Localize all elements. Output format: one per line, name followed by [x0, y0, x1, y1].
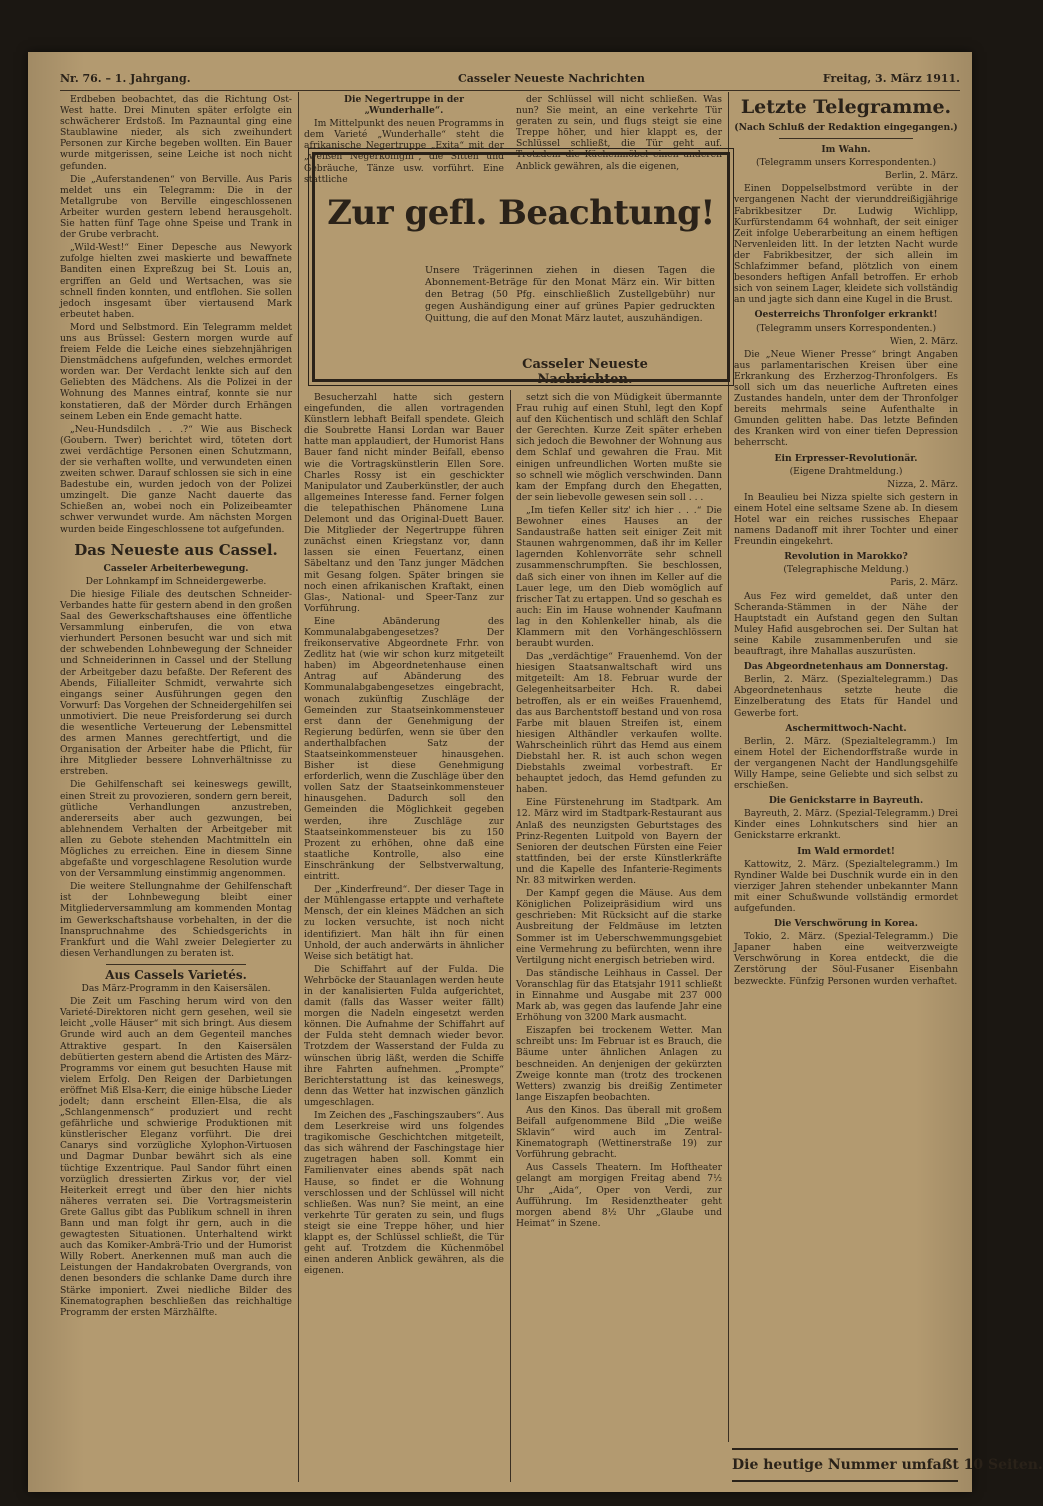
article-text: Im Zeichen des „Faschingszaubers“. Aus dem Leserkreise wird uns folgendes tragikomische Geschichtchen mitgeteilt, das sich während der Faschingstage hier zugetragen haben soll. Kommt ein Familienvater eines abends spät nach Hause, so findet er die Wohnung verschlossen und der Schlüssel will nicht schließen. Was nun? Sie meint, an eine verkehrte Tür geraten zu sein, und flugs steigt sie eine Treppe höher, und hier klappt es, der Schlüssel schließt, die Tür geht auf. Trotzdem die Küchenmöbel einen anderen Anblick gewähren, als die eigenen.	[304, 1110, 504, 1277]
article-text: Besucherzahl hatte sich gestern eingefunden, die allen vortragenden Künstlern lebhaft Beifall spendete. Gleich die Soubrette Hansi Lordan war Bauer hatte man applaudiert, der Humorist Hans Bauer fand nicht minder Beifall, ebenso wie die Vortragskünstlerin Ellen Sore. Charles Rossy ist ein geschickter Manipulator und Zauberkünstler, der auch allgemeines Interesse fand. Ferner folgen die telepathischen Phänomene Luna Delemont und das Original-Duett Bauer. Die Mitglieder der Negertruppe führen zunächst einen Kriegstanz vor, dann lassen sie einen Feuertanz, einen Säbeltanz und den Tanz junger Mädchen mit Gesang folgen. Später bringen sie noch einen afrikanischen Kraftakt, einen Glas-, National- und Speer-Tanz zur Vorführung.	[304, 392, 504, 614]
dateline: Wien, 2. März.	[889, 335, 958, 347]
column-rule	[298, 92, 299, 1482]
dateline: Nizza, 2. März.	[887, 478, 958, 490]
article-text: „Wild-West!“ Einer Depesche aus Newyork zufolge hielten zwei maskierte und bewaffnete Banditen einen Expreßzug bei St. Louis an, ergriffen an Geld und Wertsachen, was sie schnell finden konnten, und entflohen. Sie sollen jedoch insgesamt über viertausend Mark erbeutet haben.	[60, 242, 292, 320]
article-text: Eiszapfen bei trockenem Wetter. Man schreibt uns: Im Februar ist es Brauch, die Bäume unter ähnlichen Anlagen zu beschneiden. An denjenigen der gekürzten Zweige konnte man (trotz des trockenen Wetters) zwanzig bis dreißig Zentimeter lange Eiszapfen beobachten.	[516, 1025, 722, 1103]
article-text: Die „Auferstandenen“ von Berville. Aus Paris meldet uns ein Telegramm: Die in der Metallgrube von Berville eingeschlossenen Arbeiter wurden gestern lebend herausgeholt. Sie hatten fünf Tage ohne Speise und Trank in der Grube verbracht.	[60, 173, 292, 241]
divider	[779, 138, 913, 139]
column-1	[60, 94, 292, 1480]
article-heading: Die Genickstarre in Bayreuth.	[768, 795, 924, 807]
article-text: Eine Abänderung des Kommunalabgabengesetzes? Der freikonservative Abgeordnete Frhr. von Zedlitz hat (wie wir schon kurz mitgeteilt haben) im Abgeordnetenhause einen Antrag auf Abänderung des Kommunalabgabengesetzes eingebracht, wonach zukünftig Zuschläge der Gemeinden zur Staatseinkommensteuer erst dann der Genehmigung der Regierung bedürfen, wenn sie über den anderthalbfachen Satz der Staatseinkommensteuer hinausgehen. Bisher ist diese Genehmigung erforderlich, wenn die Zuschläge über den vollen Satz der Staatseinkommensteuer hinausgehen. Dadurch soll den Gemeinden die Möglichkeit gegeben werden, ihre Zuschläge zur Staatseinkommensteuer bis zu 150 Prozent zu erhöhen, ohne daß eine staatliche Kontrolle, also eine Einschränkung der Selbstverwaltung, eintritt.	[304, 615, 504, 883]
article-text: Mord und Selbstmord. Ein Telegramm meldet uns aus Brüssel: Gestern morgen wurde auf freiem Felde die Leiche eines siebzehnjährigen Dienstmädchens aufgefunden, welches ermordet worden war. Der Verdacht lenkte sich auf den Geliebten des Mädchens. Als die Polizei in der Wohnung des Mannes eintraf, konnte sie nur konstatieren, daß der Mörder durch Erhängen seinem Leben ein Ende gemacht hatte.	[60, 321, 292, 422]
article-text: Aus den Kinos. Das überall mit großem Beifall aufgenommene Bild „Die weiße Sklavin“ wird auch im Zentral-Kinematograph (Wettinerstraße 19) zur Vorführung gebracht.	[516, 1104, 722, 1161]
issue-number: Nr. 76. – 1. Jahrgang.	[60, 72, 191, 85]
section-subheading: (Nach Schluß der Redaktion eingegangen.)	[734, 122, 958, 133]
article-heading: Im Wald ermordet!	[797, 845, 895, 857]
article-text: Tokio, 2. März. (Spezial-Telegramm.) Die Japaner haben eine weitverzweigte Verschwörung in Korea entdeckt, die die Zerstörung der Söul-Fusaner Eisenbahn bezweckte. Fünfzig Personen wurden verhaftet.	[734, 931, 958, 987]
article-source: (Telegramm unsers Korrespondenten.)	[755, 322, 937, 334]
article-source: (Telegraphische Meldung.)	[783, 564, 909, 576]
article-source: (Eigene Drahtmeldung.)	[789, 465, 903, 477]
article-text: Berlin, 2. März. (Spezialtelegramm.) Im einem Hotel der Eichendorffstraße wurde in der vergangenen Nacht der Handlungsgehilfe Willy Hampe, seine Geliebte und sich selbst zu erschießen.	[734, 735, 958, 792]
notice-box	[312, 152, 730, 387]
article-heading: Das Abgeordnetenhaus am Donnerstag.	[743, 661, 949, 673]
article-text: Die weitere Stellungnahme der Gehilfenschaft ist der Lohnbewegung bleibt einer Mitgliederversammlung am kommenden Montag im Gewerkschaftshause vorbehalten, in der die Inanspruchnahme des Schiedsgerichts in Frankfurt und die Wahl zweier Delegierter zu diesen Verhandlungen zu beraten ist.	[60, 881, 292, 959]
column-3	[516, 392, 722, 1480]
article-subheading: Der Lohnkampf im Schneidergewerbe.	[85, 575, 267, 587]
article-text: In Beaulieu bei Nizza spielte sich gestern in einem Hotel eine seltsame Szene ab. In diesem Hotel war ein reiches russisches Ehepaar namens Dadanoff mit ihrer Tochter und einer Freundin eingekehrt.	[734, 491, 958, 548]
masthead-rule	[60, 90, 960, 91]
article-text: Aus Fez wird gemeldet, daß unter den Scheranda-Stämmen in der Nähe der Hauptstadt ein Aufstand gegen den Sultan Muley Hafid ausgebrochen sei. Der Sultan hat seine Kabile zusammenberufen und sie beauftragt, ihre Mahallas auszurüsten.	[734, 590, 958, 658]
article-heading: Casseler Arbeiterbewegung.	[103, 562, 249, 574]
dateline: Paris, 2. März.	[890, 577, 958, 589]
column-rule	[510, 390, 511, 1482]
article-text: setzt sich die von Müdigkeit übermannte Frau ruhig auf einen Stuhl, legt den Kopf auf den Küchentisch und schläft den Schlaf der Gerechten. Kurze Zeit später erheben sich jedoch die Bewohner der Wohnung aus dem Schlaf und gewahren die Frau. Mit einigen unfreundlichen Worten mußte sie so schnell wie möglich verschwinden. Dann kam der Empfang durch den Ehegatten, der sein liebevolle gewesen sein soll . . .	[516, 392, 722, 503]
section-heading: Letzte Telegramme.	[740, 96, 952, 118]
column-2-top	[304, 94, 504, 185]
article-source: (Telegramm unsers Korrespondenten.)	[755, 157, 937, 169]
divider	[106, 964, 245, 965]
article-text: Bayreuth, 2. März. (Spezial-Telegramm.) Drei Kinder eines Lohnkutschers sind hier an Genickstarre erkrankt.	[734, 808, 958, 842]
article-heading: Aus Cassels Varietés.	[105, 967, 247, 982]
article-text: Einen Doppelselbstmord verübte in der vergangenen Nacht der vierunddreißigjährige Fabrikbesitzer Dr. Ludwig Wichlipp, Kurfürstendamm 64 wohnhaft, der seit einiger Zeit infolge Ueberarbeitung an einem heftigen Nervenleiden litt. In der letzten Nacht wurde der Fabrikbesitzer, der sich allein im Schlafzimmer befand, plötzlich von einem besonders heftigen Anfall betroffen. Er erhob sich von seinem Lager, kleidete sich vollständig an und jagte sich dann eine Kugel in die Brust.	[734, 183, 958, 306]
article-heading: Im Wahn.	[821, 144, 871, 156]
article-text: „Neu-Hundsdilch . . .?“ Wie aus Bischeck (Goubern. Twer) berichtet wird, töteten dort zwei verdächtige Personen einen Schutzmann, der sie verhaften wollte, und verwundeten einen zweiten schwer. Darauf schlossen sie sich in eine Badestube ein, wurden jedoch von der Polizei umzingelt. Die ganze Nacht dauerte das Schießen an, wobei noch ein Polizeibeamter schwer verwundet wurde. Am nächsten Morgen wurden beide Eingeschlossene tot aufgefunden.	[60, 423, 292, 535]
article-text: Berlin, 2. März. (Spezialtelegramm.) Das Abgeordnetenhaus setzte heute die Einzelberatung des Etats für Handel und Gewerbe fort.	[734, 674, 958, 719]
article-heading: Aschermittwoch-Nacht.	[785, 722, 907, 734]
article-text: Die hiesige Filiale des deutschen Schneider-Verbandes hatte für gestern abend in den großen Saal des Gewerkschaftshauses eine öffentliche Versammlung einberufen, die von etwa vierhundert Personen besucht war und sich mit der schwebenden Lohnbewegung der Schneider und Schneiderinnen in Cassel und der Stellung der Arbeitgeber dazu befaßte. Der Referent des Abends, Filialleiter Schmidt, verwahrte sich eingangs seiner Ausführungen gegen den Vorwurf: Das Vorgehen der Schneidergehilfen sei unmotiviert. Die neue Preisforderung sei durch die wesentliche Verteuerung der Lebensmittel des armen Mannes gerechtfertigt, und die Organisation der Arbeiter habe die Pflicht, für ihre Mitglieder bessere Lohnverhältnisse zu erstreben.	[60, 588, 292, 778]
article-text: Das „verdächtige“ Frauenhemd. Von der hiesigen Staatsanwaltschaft wird uns mitgeteilt: Am 18. Februar wurde der Gelegenheitsarbeiter Hch. R. dabei betroffen, als er ein weißes Frauenhemd, das aus Barchentstoff bestand und von rosa Farbe mit blauen Streifen ist, einem hiesigen Althändler verkaufen wollte. Wahrscheinlich rührt das Hemd aus einem Diebstahl her. R. ist auch schon wegen Diebstahls zweimal vorbestraft. Er behauptet jedoch, das Hemd gefunden zu haben.	[516, 651, 722, 796]
article-text: Die „Neue Wiener Presse“ bringt Angaben aus parlamentarischen Kreisen über eine Erkrankung des Erzherzog-Thronfolgers. Es soll sich um das neuerliche Auftreten eines Zustandes handeln, unter dem der Thronfolger bereits mehrmals seine Aufenthalte in Gmunden gelitten habe. Das letzte Befinden des Kranken wird von einer tiefen Depression beherrscht.	[734, 348, 958, 449]
masthead	[60, 72, 960, 90]
column-2	[304, 392, 504, 1480]
article-text: Der „Kinderfreund“. Der dieser Tage in der Mühlengasse ertappte und verhaftete Mensch, der ein kleines Mädchen an sich zu locken versuchte, ist noch nicht identifiziert. Man hält ihn für einen Unhold, der auch anderwärts in ähnlicher Weise sich betätigt hat.	[304, 884, 504, 962]
article-subheading: Das März-Programm in den Kaisersälen.	[81, 983, 271, 995]
column-4	[734, 94, 958, 1442]
section-heading: Das Neueste aus Cassel.	[74, 540, 278, 559]
notice-body: Unsere Trägerinnen ziehen in diesen Tagen die Abonnement-Beträge für den Monat März ein. Wir bitten den Betrag (50 Pfg. einschließlich Zustellgebühr) nur gegen Aushändigung einer auf grünes Papier gedruckten Quittung, die auf den Monat März lautet, auszuhändigen.	[425, 265, 715, 324]
notice-title: Zur gefl. Beachtung!	[327, 193, 715, 233]
article-text: Die Zeit um Fasching herum wird von den Varieté-Direktoren nicht gern gesehen, weil sie leicht „volle Häuser“ mit sich bringt. Aus diesem Grunde wird auch an dem Gegenteil manches Attraktive gespart. In den Kaisersälen debütierten gestern abend die Artisten des März-Programms vor einem gut besuchten Hause mit vielem Erfolg. Den Reigen der Darbietungen eröffnet Miß Elsa-Kerr, die einige hübsche Lieder jodelt; dann erscheint Ellen-Elsa, die als „Schlangenmensch“ produziert und recht gefährliche und schwierige Produktionen mit künstlerischer Eleganz vorführt. Die drei Canarys sind vorzügliche Xylophon-Virtuosen und Dagmar Dunbar bewährt sich als eine tüchtige Exzentrique. Paul Sandor führt einen vorzüglich dressierten Zirkus vor, der viel Heiterkeit erregt und über den hier nichts näheres verraten sei. Die Vortragsmeisterin Grete Gallus gibt das Publikum schnell in ihren Bann und man folgt ihr gern, auch in die gewagtesten Situationen. Unterhaltend wirkt auch das Komiker-Ambrä-Trio und der Humorist Willy Robert. Anerkennen muß man auch die Leistungen der Handakrobaten Overgrands, von denen besonders die schlanke Dame durch ihre Stärke imponiert. Zwei niedliche Bilder des Kinematographen beschließen das reichhaltige Programm der ersten Märzhälfte.	[60, 996, 292, 1318]
page-count-banner: Die heutige Nummer umfaßt 10 Seiten.	[732, 1448, 958, 1482]
article-text: Eine Fürstenehrung im Stadtpark. Am 12. März wird im Stadtpark-Restaurant aus Anlaß des neunzigsten Geburtstages des Prinz-Regenten Luitpold von Bayern der Senioren der deutschen Fürsten eine Feier stattfinden, bei der erste Künstlerkräfte und die Kapelle des Infanterie-Regiments Nr. 83 mitwirken werden.	[516, 797, 722, 887]
issue-date: Freitag, 3. März 1911.	[822, 72, 960, 85]
article-text: Erdbeben beobachtet, das die Richtung Ost-West hatte. Drei Minuten später erfolgte ein schwächerer Erdstoß. Im Paznauntal ging eine Staublawine nieder, als sich zweihundert Personen zur Kirche begeben wollten. Ein Bauer wurde mitgerissen, seine Leiche ist noch nicht gefunden.	[60, 94, 292, 172]
article-text: Das ständische Leihhaus in Cassel. Der Voranschlag für das Etatsjahr 1911 schließt in Einnahme und Ausgabe mit 237 000 Mark ab, was gegen das laufende Jahr eine Erhöhung von 3200 Mark ausmacht.	[516, 967, 722, 1024]
column-3-top	[516, 94, 722, 172]
article-text: Die Schiffahrt auf der Fulda. Die Wehrböcke der Stauanlagen werden heute in der kanalisierten Fulda aufgerichtet, damit (falls das Wasser weiter fällt) morgen die Nadeln eingesetzt werden können. Die Aufnahme der Schiffahrt auf der Fulda steht demnach wieder bevor. Trotzdem der Wasserstand der Fulda zu wünschen übrig läßt, werden die Schiffe ihre Fahrten aufnehmen. „Prompte“ Berichterstattung ist das keineswegs, denn das Wetter hat inzwischen gänzlich umgeschlagen.	[304, 963, 504, 1108]
dateline: Berlin, 2. März.	[885, 170, 958, 182]
article-text: Kattowitz, 2. März. (Spezialtelegramm.) Im Ryndiner Walde bei Duschnik wurde ein in den vierziger Jahren stehender unbekannter Mann mit einer Schußwunde vollständig ermordet aufgefunden.	[734, 858, 958, 914]
article-text: Im Mittelpunkt des neuen Programms in dem Varieté „Wunderhalle“ steht die afrikanische Negertruppe „Exita“ mit der „weißen Negerkönigin“, die Sitten und Gebräuche, Tänze usw. vorführt. Eine stattliche	[304, 118, 504, 185]
article-text: Die Gehilfenschaft sei keineswegs gewillt, einen Streit zu provozieren, sondern gern bereit, gütliche Verhandlungen anzustreben, andererseits aber auch gezwungen, bei ablehnendem Verhalten der Arbeitgeber mit allen zu Gebote stehenden Machtmitteln ein Mögliches zu erreichen. Eine in diesem Sinne abgefaßte und vorgeschlagene Resolution wurde von der Versammlung einstimmig angenommen.	[60, 779, 292, 880]
article-text: der Schlüssel will nicht schließen. Was nun? Sie meint, an eine verkehrte Tür geraten zu sein, und flugs steigt sie eine Treppe höher, und hier klappt es, der Schlüssel schließt, die Tür geht auf. Trotzdem die Küchenmöbel einen anderen Anblick gewähren, als die eigenen,	[516, 94, 722, 172]
article-text: „Im tiefen Keller sitz' ich hier . . .“ Die Bewohner eines Hauses an der Sandaustraße hatten seit einiger Zeit mit Staunen wahrgenommen, daß ihr im Keller lagernden Kohlenvorräte sehr schnell zusammenschrumpften. Sie beschlossen, daß sich einer von ihnen im Keller auf die Lauer lege, um den Dieb womöglich auf frischer Tat zu ertappen. Und so geschah es auch: Ein im Hause wohnender Kaufmann lag in den Kohlenkeller hinab, als die Klammern mit den Vorhängeschlössern beraubt wurden.	[516, 504, 722, 650]
notice-signature: Casseler Neueste Nachrichten.	[522, 357, 648, 387]
paper-name: Casseler Neueste Nachrichten	[458, 72, 645, 85]
article-heading: Oesterreichs Thronfolger erkrankt!	[754, 309, 938, 321]
article-text: Der Kampf gegen die Mäuse. Aus dem Königlichen Polizeipräsidium wird uns geschrieben: Mit Rücksicht auf die starke Ausbreitung der Feldmäuse im letzten Sommer ist im Ueberschwemmungsgebiet eine Vermehrung zu befürchten, wenn ihre Vertilgung nicht energisch betrieben wird.	[516, 888, 722, 966]
article-heading: Ein Erpresser-Revolutionär.	[774, 452, 918, 464]
article-heading: Die Verschwörung in Korea.	[774, 918, 918, 930]
article-text: Aus Cassels Theatern. Im Hoftheater gelangt am morgigen Freitag abend 7½ Uhr „Aida“, Oper von Verdi, zur Aufführung. Im Residenztheater geht morgen abend 8½ Uhr „Glaube und Heimat“ in Szene.	[516, 1162, 722, 1229]
article-heading: Die Negertruppe in der „Wunderhalle“.	[344, 94, 464, 117]
article-heading: Revolution in Marokko?	[784, 551, 908, 563]
